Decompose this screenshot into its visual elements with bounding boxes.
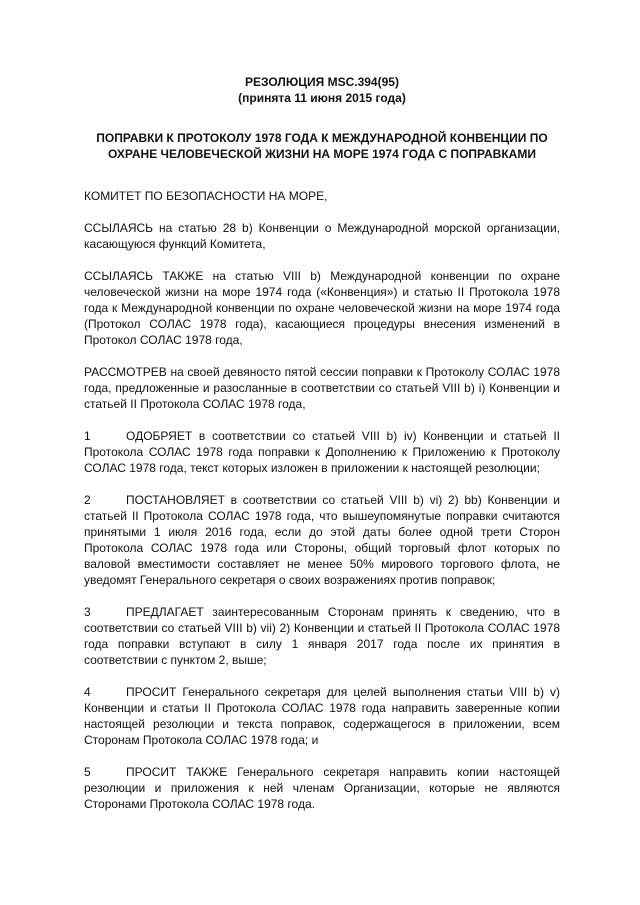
- paragraph-text: ПОСТАНОВЛЯЕТ в соответствии со статьей VIII b) vi) 2) bb) Конвенции и статьей II Протокола СОЛАС 1978 года, что вышеупомянутые поправки считаются принятыми 1 июля 2016 года, если до этой даты более одной трети Сторон Протокола СОЛАС 1978 года или Стороны, общий торговый флот которых по валовой вместимости составляет не менее 50% мирового торгового флота, не уведомят Генерального секретаря о своих возражениях против поправок;: [84, 493, 560, 587]
- paragraph-number: 1: [84, 429, 91, 443]
- preamble-committee: КОМИТЕТ ПО БЕЗОПАСНОСТИ НА МОРЕ,: [84, 189, 328, 203]
- operative-paragraph-2: [84, 492, 560, 588]
- operative-paragraph-1: [84, 428, 560, 476]
- subject-line-1: ПОПРАВКИ К ПРОТОКОЛУ 1978 ГОДА К МЕЖДУНАРОДНОЙ КОНВЕНЦИИ ПО: [96, 131, 548, 145]
- paragraph-number: 2: [84, 493, 91, 507]
- resolution-subject: [84, 130, 560, 162]
- preamble-having-considered: РАССМОТРЕВ на своей девяносто пятой сессии поправки к Протоколу СОЛАС 1978 года, предложенные и разосланные в соответствии со статьей VIII b) i) Конвенции и статьей II Протокола СОЛАС 1978 года,: [84, 365, 560, 411]
- paragraph-text: ОДОБРЯЕТ в соответствии со статьей VIII b) iv) Конвенции и статьей II Протокола СОЛАС 1978 года поправки к Дополнению к Приложению к Протоколу СОЛАС 1978 года, текст которых изложен в приложении к настоящей резолюции;: [84, 429, 560, 475]
- resolution-title: РЕЗОЛЮЦИЯ MSC.394(95): [245, 75, 399, 89]
- subject-line-2: ОХРАНЕ ЧЕЛОВЕЧЕСКОЙ ЖИЗНИ НА МОРЕ 1974 ГОДА С ПОПРАВКАМИ: [108, 147, 536, 161]
- document-page: [84, 74, 560, 828]
- paragraph-number: 5: [84, 765, 91, 779]
- preamble-recalling: ССЫЛАЯСЬ на статью 28 b) Конвенции о Международной морской организации, касающуюся функций Комитета,: [84, 221, 560, 251]
- paragraph-number: 4: [84, 685, 91, 699]
- preamble-recalling-also: ССЫЛАЯСЬ ТАКЖЕ на статью VIII b) Международной конвенции по охране человеческой жизни на море 1974 года («Конвенция») и статью II Протокола 1978 года к Международной конвенции по охране человеческой жизни на море 1974 года (Протокол СОЛАС 1978 года), касающиеся процедуры внесения изменений в Протокол СОЛАС 1978 года,: [84, 269, 560, 347]
- paragraph-text: ПРЕДЛАГАЕТ заинтересованным Сторонам принять к сведению, что в соответствии со статьей VIII b) vii) 2) Конвенции и статьей II Протокола СОЛАС 1978 года поправки вступают в силу 1 января 2017 года после их принятия в соответствии с пунктом 2, выше;: [84, 605, 560, 667]
- operative-paragraph-5: [84, 764, 560, 812]
- operative-paragraph-3: [84, 604, 560, 668]
- paragraph-number: 3: [84, 605, 91, 619]
- paragraph-text: ПРОСИТ ТАКЖЕ Генерального секретаря направить копии настоящей резолюции и приложения к ней членам Организации, которые не являются Сторонами Протокола СОЛАС 1978 года.: [84, 765, 560, 811]
- operative-paragraph-4: [84, 684, 560, 748]
- adoption-date: (принята 11 июня 2015 года): [238, 91, 406, 105]
- resolution-header: [84, 74, 560, 106]
- paragraph-text: ПРОСИТ Генерального секретаря для целей выполнения статьи VIII b) v) Конвенции и статьи II Протокола СОЛАС 1978 года направить заверенные копии настоящей резолюции и текста поправок, содержащегося в приложении, всем Сторонам Протокола СОЛАС 1978 года; и: [84, 685, 560, 747]
